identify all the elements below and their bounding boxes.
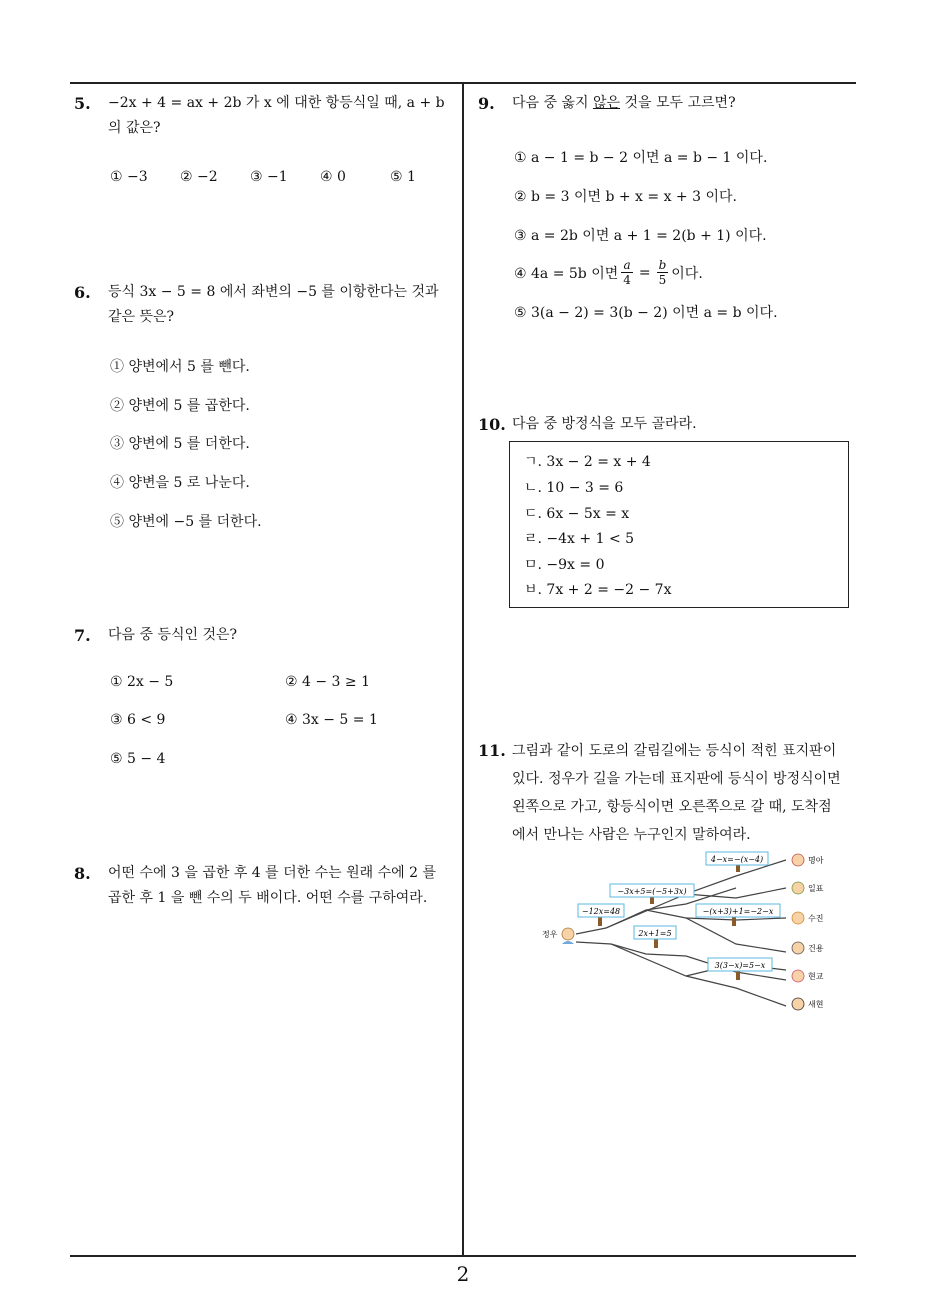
person-label: 정우 <box>542 930 558 939</box>
list-item: ㄷ. 6x − 5x = x <box>524 506 630 522</box>
sign-5 <box>696 904 780 926</box>
sign-label: −12x=48 <box>581 907 621 916</box>
fraction: $\frac{a}{4}$ <box>623 258 631 287</box>
question-text: 어떤 수에 3 을 곱한 후 4 를 더한 수는 원래 수에 2 를 곱한 후 1 을 뺀 수의 두 배이다. 어떤 수를 구하여라. <box>108 865 437 906</box>
person-label: 수진 <box>808 914 824 923</box>
person-2 <box>792 882 824 894</box>
page-number: 2 <box>456 1262 470 1286</box>
list-item: ㅁ. −9x = 0 <box>524 557 605 573</box>
sign-2 <box>610 884 694 904</box>
question-number: 9. <box>478 94 495 113</box>
question-11 <box>478 737 863 849</box>
sign-label: 2x+1=5 <box>638 929 672 938</box>
person-icon <box>792 998 804 1010</box>
person-icon <box>792 882 804 894</box>
sign-label: 3(3−x)=5−x <box>714 961 766 970</box>
option-4[interactable]: ④ 3x − 5 = 1 <box>285 712 378 728</box>
person-icon <box>562 928 574 940</box>
question-text: 다음 중 옳지 않은 것을 모두 고르면? <box>512 95 736 111</box>
fraction: $\frac{b}{5}$ <box>658 258 667 287</box>
person-label: 명아 <box>808 856 824 865</box>
question-text: 등식 3x − 5 = 8 에서 좌변의 −5 를 이항한다는 것과 같은 뜻은? <box>108 284 439 325</box>
question-number: 7. <box>74 626 91 645</box>
list-item: ㅂ. 7x + 2 = −2 − 7x <box>524 582 672 598</box>
question-number: 5. <box>74 94 91 113</box>
option-4[interactable]: ④ 0 <box>320 169 346 185</box>
option-2[interactable]: ② 양변에 5 를 곱한다. <box>110 398 250 414</box>
column-divider <box>462 82 464 1257</box>
question-number: 11. <box>478 741 506 760</box>
option-2[interactable]: ② b = 3 이면 b + x = x + 3 이다. <box>514 189 737 205</box>
person-icon <box>792 912 804 924</box>
person-4 <box>792 942 824 954</box>
sign-4 <box>634 926 676 948</box>
person-start <box>542 928 574 944</box>
sign-label: −3x+5=(−5+3x) <box>617 887 687 896</box>
question-text: 다음 중 방정식을 모두 골라라. <box>512 416 697 432</box>
person-icon <box>792 854 804 866</box>
person-1 <box>792 854 824 866</box>
list-item: ㄹ. −4x + 1 < 5 <box>524 531 635 547</box>
option-1[interactable]: ① 양변에서 5 를 뺀다. <box>110 359 250 375</box>
option-1[interactable]: ① −3 <box>110 169 148 185</box>
question-9 <box>478 91 858 116</box>
option-2[interactable]: ② −2 <box>180 169 218 185</box>
underlined-word: 않은 <box>592 95 621 111</box>
person-body-icon <box>562 941 574 944</box>
option-3[interactable]: ③ 양변에 5 를 더한다. <box>110 436 250 452</box>
question-number: 10. <box>478 415 506 434</box>
person-label: 건용 <box>808 944 824 953</box>
person-label: 현교 <box>808 972 824 981</box>
question-text: 그림과 같이 도로의 갈림길에는 등식이 적힌 표지판이 있다. 정우가 길을 가는데 표지판에 등식이 방정식이면 왼쪽으로 가고, 항등식이면 오른쪽으로 갈 때, 도착점 에서 만나는 사람은 누구인지 말하여라. <box>512 743 841 843</box>
option-4[interactable]: ④ 4a = 5b 이면 $\frac{a}{4}$ = $\frac{b}{5}$ 이다. <box>514 258 703 287</box>
list-item: ㄴ. 10 − 3 = 6 <box>524 480 624 496</box>
option-3[interactable]: ③ 6 < 9 <box>110 712 166 728</box>
person-icon <box>792 942 804 954</box>
option-1[interactable]: ① 2x − 5 <box>110 674 174 690</box>
question-text: −2x + 4 = ax + 2b 가 x 에 대한 항등식일 때, a + b 의 값은? <box>108 95 445 136</box>
person-label: 일표 <box>808 884 824 893</box>
option-5[interactable]: ⑤ 1 <box>390 169 416 185</box>
question-7 <box>74 623 464 648</box>
person-label: 새현 <box>808 1000 824 1009</box>
option-5[interactable]: ⑤ 양변에 −5 를 더한다. <box>110 514 262 530</box>
option-1[interactable]: ① a − 1 = b − 2 이면 a = b − 1 이다. <box>514 150 768 166</box>
option-5[interactable]: ⑤ 5 − 4 <box>110 751 166 767</box>
option-3[interactable]: ③ −1 <box>250 169 288 185</box>
option-4[interactable]: ④ 양변을 5 로 나눈다. <box>110 475 250 491</box>
person-5 <box>792 970 824 982</box>
person-6 <box>792 998 824 1010</box>
list-item: ㄱ. 3x − 2 = x + 4 <box>524 454 651 470</box>
question-6 <box>74 280 464 330</box>
sign-label: −(x+3)+1=−2−x <box>702 907 774 916</box>
question-10 <box>478 412 858 437</box>
sign-label: 4−x=−(x−4) <box>710 855 764 864</box>
question-5 <box>74 91 464 141</box>
option-2[interactable]: ② 4 − 3 ≥ 1 <box>285 674 370 690</box>
option-5[interactable]: ⑤ 3(a − 2) = 3(b − 2) 이면 a = b 이다. <box>514 305 778 321</box>
person-icon <box>792 970 804 982</box>
road-diagram <box>536 848 836 1018</box>
question-text: 다음 중 등식인 것은? <box>108 627 238 643</box>
question-8 <box>74 861 464 911</box>
equation-list-box <box>509 441 849 608</box>
roads <box>576 860 786 1006</box>
question-number: 8. <box>74 864 91 883</box>
option-3[interactable]: ③ a = 2b 이면 a + 1 = 2(b + 1) 이다. <box>514 228 767 244</box>
question-number: 6. <box>74 283 91 302</box>
person-3 <box>792 912 823 924</box>
